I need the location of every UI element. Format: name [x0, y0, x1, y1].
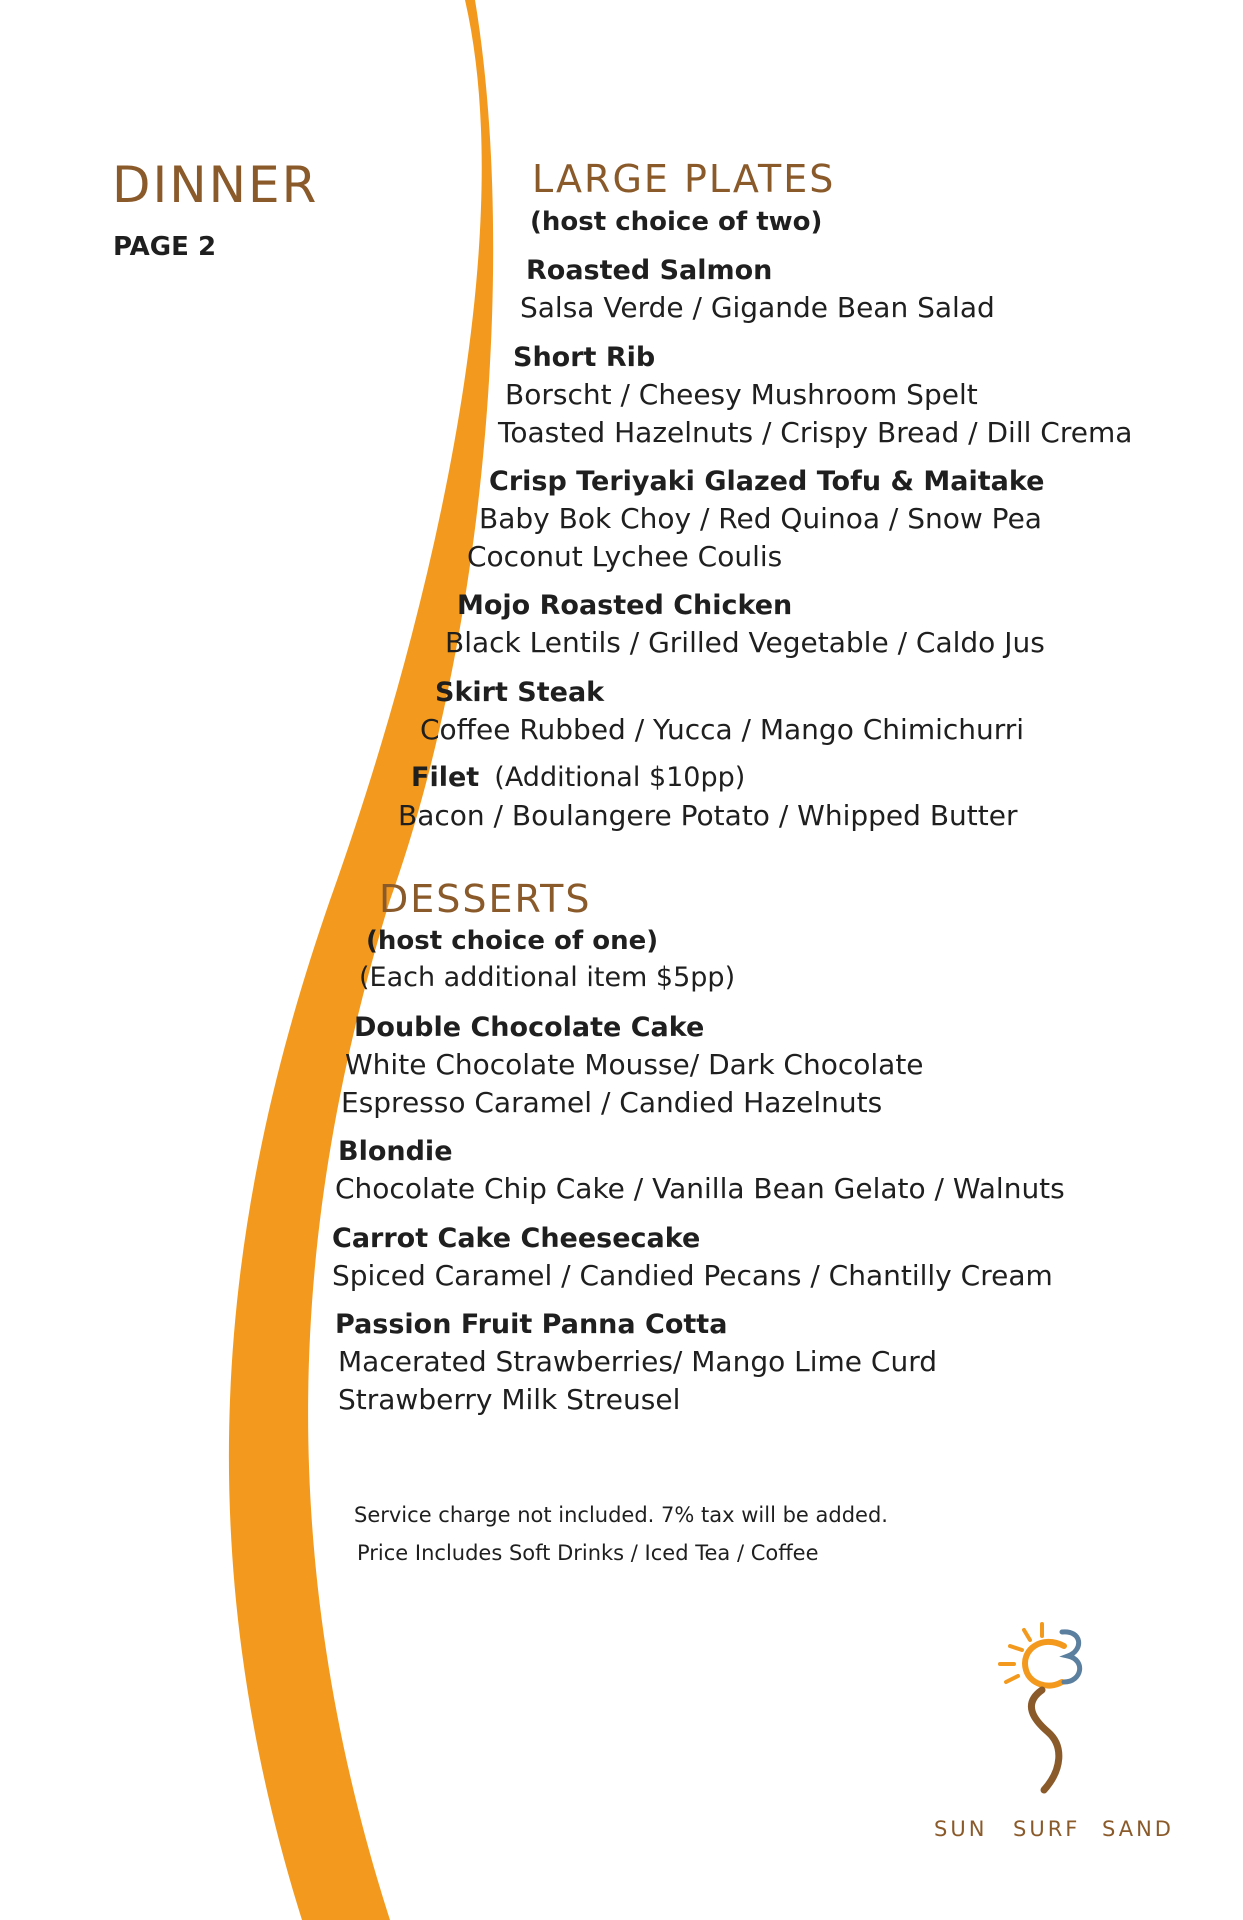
logo-word: SURF [1013, 1817, 1081, 1841]
menu-item-description: Coffee Rubbed / Yucca / Mango Chimichurri [420, 713, 1025, 746]
menu-item-name: Crisp Teriyaki Glazed Tofu & Maitake [489, 466, 1045, 497]
menu-item-description: Baby Bok Choy / Red Quinoa / Snow Pea [479, 502, 1042, 535]
page-title: DINNER [112, 156, 319, 214]
menu-item-description: Toasted Hazelnuts / Crispy Bread / Dill Crema [498, 416, 1133, 449]
desserts-note: (host choice of one) [366, 926, 659, 956]
menu-item-description: Bacon / Boulangere Potato / Whipped Butter [398, 799, 1018, 832]
menu-item-surcharge: (Additional $10pp) [494, 762, 746, 793]
menu-item-name: Filet [411, 762, 480, 793]
logo-word: SAND [1102, 1817, 1174, 1841]
menu-item-description: Black Lentils / Grilled Vegetable / Caldo Jus [445, 626, 1045, 659]
menu-item-description: Coconut Lychee Coulis [467, 540, 783, 573]
menu-item-description: Macerated Strawberries/ Mango Lime Curd [338, 1345, 938, 1378]
service-charge-note: Service charge not included. 7% tax will be added. [354, 1503, 888, 1527]
menu-item-description: Spiced Caramel / Candied Pecans / Chantilly Cream [332, 1259, 1053, 1292]
menu-item-name: Carrot Cake Cheesecake [332, 1223, 701, 1254]
menu-item-heading-row [411, 762, 745, 793]
page-number-label: PAGE 2 [113, 232, 217, 262]
desserts-heading: DESSERTS [379, 877, 592, 921]
price-includes-note: Price Includes Soft Drinks / Iced Tea / Coffee [357, 1541, 819, 1565]
large-plates-note: (host choice of two) [530, 207, 823, 237]
menu-item-description: Salsa Verde / Gigande Bean Salad [520, 291, 995, 324]
menu-item-description: Borscht / Cheesy Mushroom Spelt [505, 378, 978, 411]
menu-item-description: Strawberry Milk Streusel [338, 1383, 681, 1416]
menu-item-description: Espresso Caramel / Candied Hazelnuts [341, 1086, 883, 1119]
menu-item-name: Passion Fruit Panna Cotta [335, 1309, 728, 1340]
menu-item-name: Blondie [338, 1136, 453, 1167]
menu-item-name: Skirt Steak [435, 677, 605, 708]
menu-item-description: Chocolate Chip Cake / Vanilla Bean Gelato / Walnuts [335, 1172, 1065, 1205]
logo-word: SUN [934, 1817, 988, 1841]
menu-item-name: Double Chocolate Cake [354, 1012, 705, 1043]
large-plates-heading: LARGE PLATES [532, 157, 836, 201]
menu-item-name: Roasted Salmon [526, 255, 773, 286]
sun-surf-sand-logo-icon [992, 1620, 1102, 1800]
menu-item-name: Mojo Roasted Chicken [457, 590, 793, 621]
menu-item-description: White Chocolate Mousse/ Dark Chocolate [345, 1048, 924, 1081]
menu-item-name: Short Rib [513, 342, 656, 373]
desserts-additional-note: (Each additional item $5pp) [359, 962, 736, 993]
